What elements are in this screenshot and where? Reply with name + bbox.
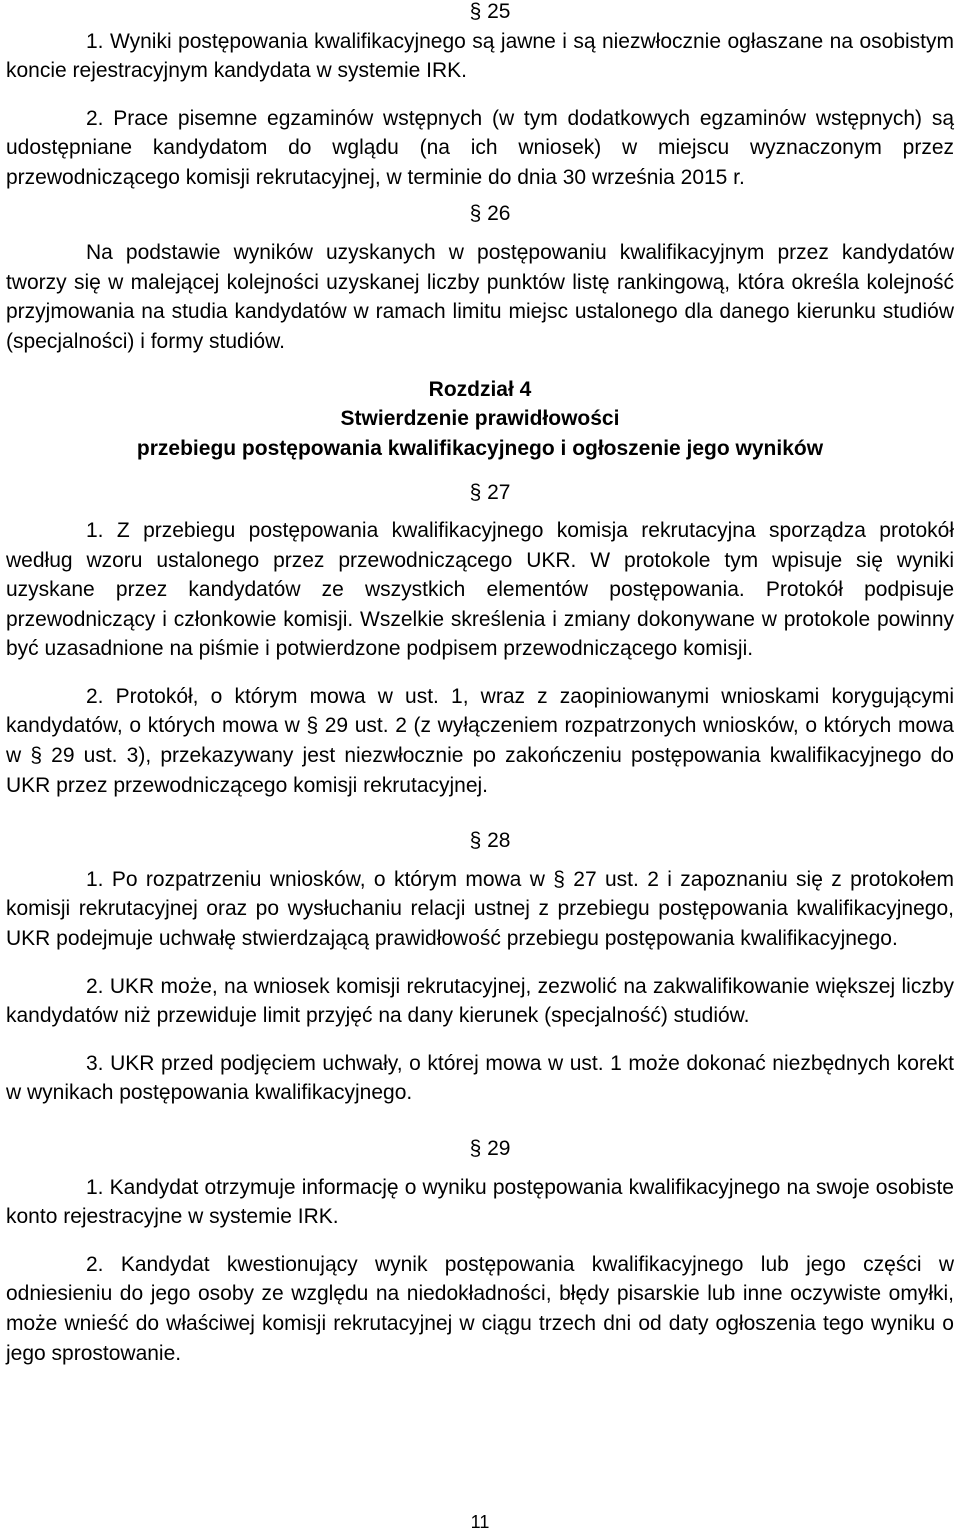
chapter-title-line-1: Stwierdzenie prawidłowości [340, 407, 620, 431]
section-29-heading: § 29 [469, 1137, 511, 1160]
section-26-paragraph-1: Na podstawie wyników uzyskanych w postępowaniu kwalifikacyjnym przez kandydatów tworzy się w malejącej kolejności uzyskanej liczby punktów listę rankingową, która określa kolejność przyjmowania na studia kandydatów w ramach limitu miejsc ustalonego dla danego kierunku studiów (specjalności) i formy studiów. [6, 241, 954, 353]
section-27-paragraph-2: 2. Protokół, o którym mowa w ust. 1, wraz z zaopiniowanymi wnioskami korygującymi kandydatów, o których mowa w § 29 ust. 2 (z wyłączeniem rozpatrzonych wniosków, o których mowa w § 29 ust. 3), przekazywany jest niezwłocznie po zakończeniu postępowania kwalifikacyjnego do UKR przez przewodniczącego komisji rekrutacyjnej. [6, 684, 954, 797]
section-29-paragraph-2: 2. Kandydat kwestionujący wynik postępowania kwalifikacyjnego lub jego części w odniesieniu do jego osoby ze względu na niedokładności, błędy pisarskie lub inne oczywiste omyłki, może wnieść do właściwej komisji rekrutacyjnej w ciągu trzech dni od daty ogłoszenia tego wyniku o jego sprostowanie. [6, 1252, 954, 1365]
section-25-paragraph-1: 1. Wyniki postępowania kwalifikacyjnego są jawne i są niezwłocznie ogłaszane na osobistym koncie rejestracyjnym kandydata w systemie IRK. [6, 29, 954, 83]
section-28-paragraph-1: 1. Po rozpatrzeniu wniosków, o którym mowa w § 27 ust. 2 i zapoznaniu się z protokołem komisji rekrutacyjnej oraz po wysłuchaniu relacji ustnej z przebiegu postępowania kwalifikacyjnego, UKR podejmuje uchwałę stwierdzającą prawidłowość przebiegu postępowania kwalifikacyjnego. [6, 867, 954, 951]
section-28-paragraph-2: 2. UKR może, na wniosek komisji rekrutacyjnej, zezwolić na zakwalifikowanie większej liczby kandydatów niż przewiduje limit przyjęć na dany kierunek (specjalność) studiów. [6, 974, 954, 1028]
section-28-heading: § 28 [469, 829, 511, 853]
chapter-number: Rozdział 4 [428, 377, 532, 401]
section-27-heading: § 27 [469, 481, 511, 505]
section-28-paragraph-3: 3. UKR przed podjęciem uchwały, o której mowa w ust. 1 może dokonać niezbędnych korekt w wynikach postępowania kwalifikacyjnego. [6, 1051, 954, 1105]
section-25-heading: § 25 [469, 0, 511, 23]
document-page [6, 0, 954, 1368]
section-26-heading: § 26 [469, 201, 511, 225]
chapter-heading [6, 375, 954, 464]
section-29-paragraph-1: 1. Kandydat otrzymuje informację o wyniku postępowania kwalifikacyjnego na swoje osobiste konto rejestracyjne w systemie IRK. [6, 1175, 954, 1229]
chapter-title-line-2: przebiegu postępowania kwalifikacyjnego i ogłoszenie jego wyników [136, 436, 824, 460]
page-number: 11 [470, 1512, 490, 1532]
section-25-paragraph-2: 2. Prace pisemne egzaminów wstępnych (w tym dodatkowych egzaminów wstępnych) są udostępniane kandydatom do wglądu (na ich wniosek) w miejscu wyznaczonym przez przewodniczącego komisji rekrutacyjnej, w terminie do dnia 30 września 2015 r. [6, 106, 954, 189]
section-27-paragraph-1: 1. Z przebiegu postępowania kwalifikacyjnego komisja rekrutacyjna sporządza protokół według wzoru ustalonego przez przewodniczącego UKR. W protokole tym wpisuje się wyniki uzyskane przez kandydatów ze wszystkich elementów postępowania. Protokół podpisuje przewodniczący i członkowie komisji. Wszelkie skreślenia i zmiany dokonywane w protokole powinny być uzasadnione na piśmie i potwierdzone podpisem przewodniczącego komisji. [6, 518, 954, 661]
